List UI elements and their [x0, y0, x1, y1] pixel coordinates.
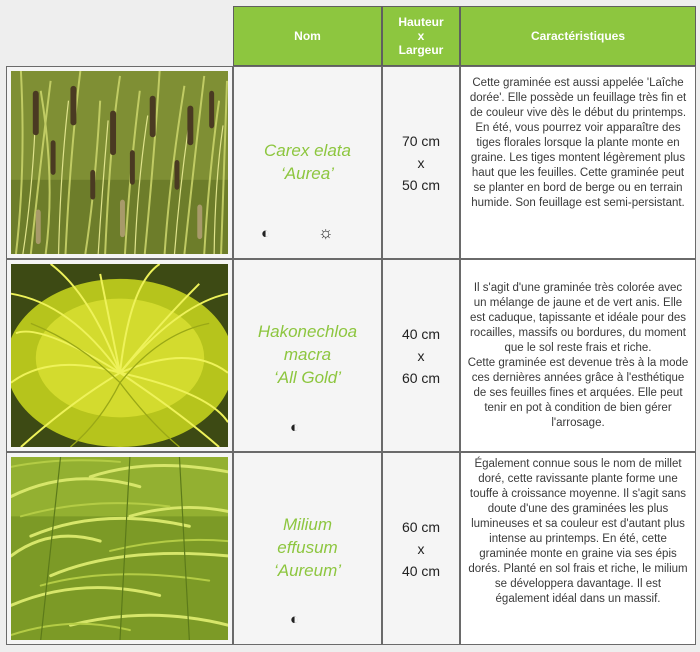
header-hauteur-largeur — [382, 6, 460, 66]
plant-name-carex — [234, 139, 381, 185]
height-value: 40 cm — [401, 325, 441, 342]
name-cell-carex — [233, 66, 382, 259]
header-caracteristiques-label: Caractéristiques — [530, 29, 626, 43]
header-caracteristiques — [460, 6, 696, 66]
header-nom — [233, 6, 382, 66]
carex-image — [11, 71, 228, 254]
photo-milium-effusum — [6, 452, 233, 645]
plant-name-line: Carex elata — [264, 141, 351, 160]
description-hakonechloa — [460, 259, 696, 452]
height-value: 70 cm — [401, 132, 441, 149]
header-nom-label: Nom — [294, 29, 321, 43]
width-value: 60 cm — [401, 369, 441, 386]
plant-name-line: Hakonechloa — [257, 322, 358, 341]
header-largeur-label: Largeur — [398, 43, 444, 57]
size-separator: x — [417, 154, 425, 171]
size-cell-milium — [382, 452, 460, 645]
plant-name-line: Milium — [282, 515, 333, 534]
description-carex — [460, 66, 696, 259]
sun-icon: ☼ — [318, 223, 334, 242]
description-text: Il s'agit d'une graminée très colorée avec un mélange de jaune et de vert anis. Elle est caduque, tapissante et idéale pour des rocailles, massifs ou bordures, du moment que le sol reste frais et riche. Cette graminée est devenue très à la mode ces dernières années grâce à l'esthétique de ses feuilles fines et arquées. Elle peut tenir en pot à condition de bien gérer l'arrosage. — [467, 282, 689, 429]
header-x-label: x — [417, 29, 425, 43]
description-text: Cette graminée est aussi appelée 'Laîche dorée'. Elle possède un feuillage très fin et de couleur vive dès le début du printemps. En été, vous pourrez voir apparaître des tiges florales lorsque la plante monte en graine. Les tiges montent légèrement plus haut que les feuilles. Cette graminée peut se planter en bord de berge ou en terrain humide. Son feuillage est semi-persistant. — [469, 77, 687, 209]
width-value: 40 cm — [401, 562, 441, 579]
plant-name-line: ‘Aureum’ — [273, 561, 342, 580]
height-value: 60 cm — [401, 518, 441, 535]
size-separator: x — [417, 347, 425, 364]
description-milium — [460, 452, 696, 645]
plant-name-line: ‘Aurea’ — [281, 164, 334, 183]
photo-carex-elata — [6, 66, 233, 259]
photo-hakonechloa — [6, 259, 233, 452]
hakonechloa-image — [11, 264, 228, 447]
width-value: 50 cm — [401, 176, 441, 193]
half-shade-icon: ◐ — [290, 419, 300, 436]
size-cell-hakonechloa — [382, 259, 460, 452]
half-shade-icon: ◐ — [261, 225, 271, 242]
plant-name-hakonechloa — [234, 320, 381, 389]
name-cell-hakonechloa — [233, 259, 382, 452]
plant-name-milium — [234, 513, 381, 582]
size-cell-carex — [382, 66, 460, 259]
size-separator: x — [417, 540, 425, 557]
plant-name-line: effusum — [277, 538, 338, 557]
plant-name-line: ‘All Gold’ — [273, 368, 342, 387]
half-shade-icon: ◐ — [290, 611, 300, 628]
description-text: Également connue sous le nom de millet doré, cette ravissante plante forme une touffe à croissance moyenne. Il s'agit sans doute d'une des graminées les plus lumineuses et sa couleur est d'autant plus intense au printemps. En été, cette graminée monte en graine via ses épis dorés. Planté en sol frais et riche, le milium se développera davantage. Il est également idéal dans un massif. — [468, 458, 688, 605]
plant-name-line: macra — [283, 345, 332, 364]
name-cell-milium — [233, 452, 382, 645]
milium-image — [11, 457, 228, 640]
header-hauteur-label: Hauteur — [398, 15, 444, 29]
